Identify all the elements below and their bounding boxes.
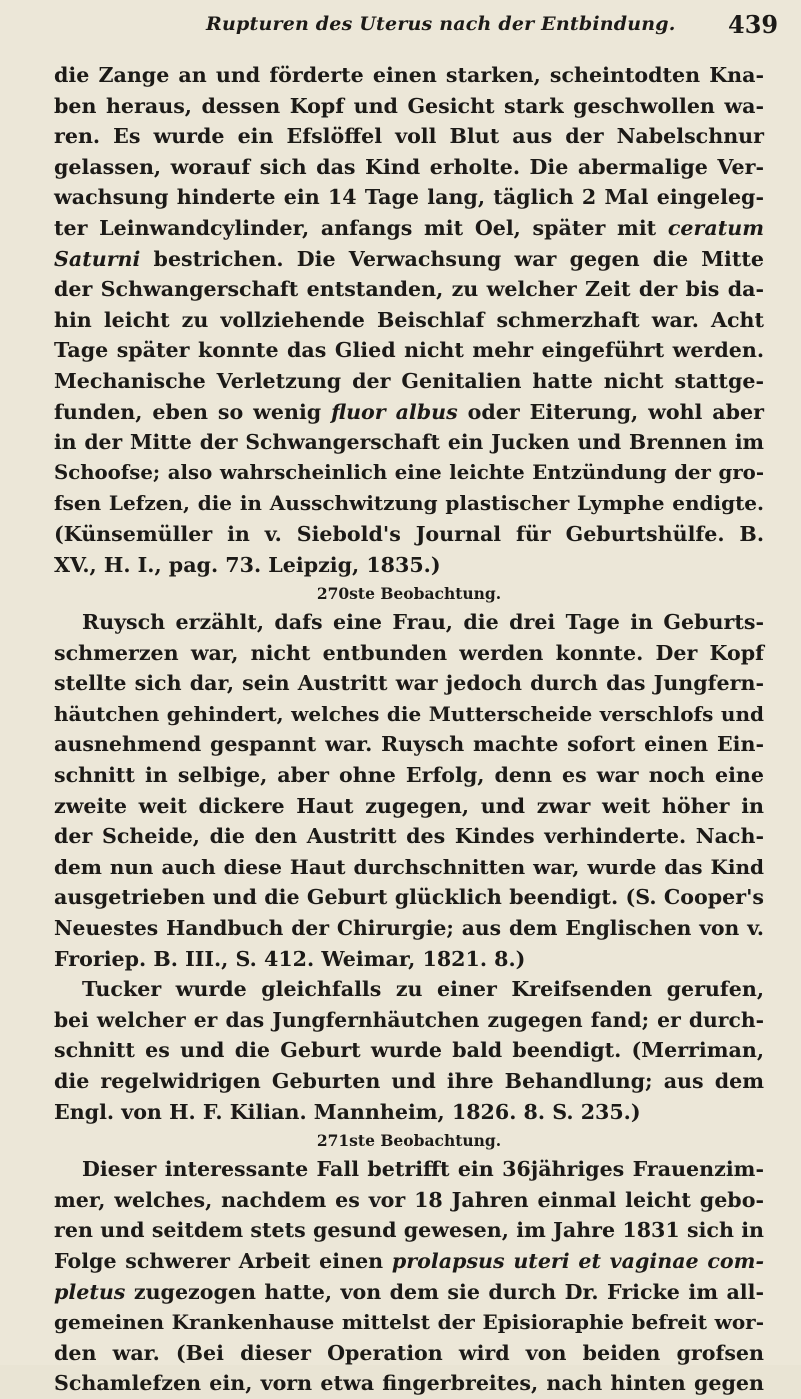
text-line xyxy=(54,1154,764,1185)
text-line xyxy=(54,852,764,883)
italic-term: fluor albus xyxy=(331,399,458,424)
text-line xyxy=(54,760,764,791)
line-text: Engl. von H. F. Kilian. Mannheim, 1826. 8. S. 235.) xyxy=(54,1099,641,1124)
line-text: oder Eiterung, wohl aber xyxy=(457,399,764,424)
line-text: Neuestes Handbuch der Chirurgie; aus dem Englischen von v. xyxy=(54,916,764,941)
text-line xyxy=(54,913,764,944)
line-text: fsen Lefzen, die in Ausschwitzung plastischer Lymphe endigte. xyxy=(54,491,764,516)
line-text: schnitt es und die Geburt wurde bald beendigt. (Merriman, xyxy=(54,1038,764,1063)
text-line xyxy=(54,1277,764,1308)
line-text: gemeinen Krankenhause mittelst der Episioraphie befreit wor- xyxy=(54,1310,764,1335)
line-text: den war. (Bei dieser Operation wird von beiden grofsen xyxy=(54,1340,764,1365)
line-text: der Scheide, die den Austritt des Kindes verhinderte. Nach- xyxy=(54,824,764,849)
page-header xyxy=(0,10,801,44)
line-text: zweite weit dickere Haut zugegen, und zwar weit höher in xyxy=(54,793,764,818)
text-line xyxy=(54,1307,764,1338)
text-line xyxy=(54,1005,764,1036)
text-line xyxy=(54,1338,764,1369)
text-line xyxy=(54,1097,764,1128)
text-line xyxy=(54,699,764,730)
text-line xyxy=(54,607,764,638)
text-line xyxy=(54,152,764,183)
text-line xyxy=(54,1066,764,1097)
text-line xyxy=(54,729,764,760)
line-text: der Schwangerschaft entstanden, zu welcher Zeit der bis da- xyxy=(54,277,764,302)
text-line xyxy=(54,366,764,397)
line-text: bestrichen. Die Verwachsung war gegen die Mitte xyxy=(140,246,764,271)
line-text: mer, welches, nachdem es vor 18 Jahren einmal leicht gebo- xyxy=(54,1187,764,1212)
text-line xyxy=(54,791,764,822)
section-heading xyxy=(54,1127,764,1154)
text-line xyxy=(54,974,764,1005)
line-text: ter Leinwandcylinder, anfangs mit Oel, später mit xyxy=(54,215,668,240)
line-text: dem nun auch diese Haut durchschnitten war, wurde das Kind xyxy=(54,854,764,879)
text-line xyxy=(54,882,764,913)
text-line xyxy=(54,458,764,489)
line-text: die regelwidrigen Geburten und ihre Behandlung; aus dem xyxy=(54,1069,764,1093)
line-text: Tage später konnte das Glied nicht mehr eingeführt werden. xyxy=(54,338,764,363)
line-text: ren. Es wurde ein Efslöffel voll Blut aus der Nabelschnur xyxy=(54,124,764,149)
line-text: gelassen, worauf sich das Kind erholte. Die abermalige Ver- xyxy=(54,154,764,179)
line-text: Tucker wurde gleichfalls zu einer Kreifsenden gerufen, xyxy=(82,977,764,1002)
text-line xyxy=(54,821,764,852)
line-text: ausnehmend gespannt war. Ruysch machte sofort einen Ein- xyxy=(54,732,764,757)
text-line xyxy=(54,427,764,458)
text-line xyxy=(54,1215,764,1246)
line-text: Schamlefzen ein, vorn etwa fingerbreites, nach hinten gegen xyxy=(54,1371,764,1396)
line-text: bei welcher er das Jungfernhäutchen zugegen fand; er durch- xyxy=(54,1007,764,1032)
italic-term: Saturni xyxy=(54,246,141,271)
line-text: (Künsemüller in v. Siebold's Journal für Geburtshülfe. B. xyxy=(54,521,764,546)
line-text: stellte sich dar, sein Austritt war jedoch durch das Jungfern- xyxy=(54,671,764,696)
page-number: 439 xyxy=(728,10,779,39)
line-text: ausgetrieben und die Geburt glücklich beendigt. (S. Cooper's xyxy=(54,885,764,910)
line-text: 270ste Beobachtung. xyxy=(316,584,502,604)
text-line xyxy=(54,335,764,366)
line-text: die Zange an und förderte einen starken, scheintodten Kna- xyxy=(54,63,764,87)
line-text: ren und seitdem stets gesund gewesen, im Jahre 1831 sich in xyxy=(54,1218,764,1243)
text-line xyxy=(54,274,764,305)
line-text: Ruysch erzählt, dafs eine Frau, die drei Tage in Geburts- xyxy=(82,610,764,635)
text-line xyxy=(54,60,764,91)
line-text: Folge schwerer Arbeit einen xyxy=(54,1248,392,1273)
line-text: wachsung hinderte ein 14 Tage lang, täglich 2 Mal eingeleg- xyxy=(54,185,764,210)
text-line xyxy=(54,1185,764,1216)
text-line xyxy=(54,213,764,244)
line-text: 271ste Beobachtung. xyxy=(316,1131,502,1151)
text-line xyxy=(54,519,764,550)
text-line xyxy=(54,1246,764,1277)
italic-term: prolapsus uteri et vaginae com- xyxy=(391,1248,764,1273)
line-text: Mechanische Verletzung der Genitalien hatte nicht stattge- xyxy=(54,368,764,393)
line-text: Dieser interessante Fall betrifft ein 36jähriges Frauenzim- xyxy=(82,1157,764,1182)
text-line xyxy=(54,550,764,581)
line-text: häutchen gehindert, welches die Mutterscheide verschlofs und xyxy=(54,701,764,726)
line-text: zugezogen hatte, von dem sie durch Dr. Fricke im all- xyxy=(125,1279,764,1304)
line-text: hin leicht zu vollziehende Beischlaf schmerzhaft war. Acht xyxy=(54,307,764,332)
line-text: schnitt in selbige, aber ohne Erfolg, denn es war noch eine xyxy=(54,763,764,788)
text-line xyxy=(54,1035,764,1066)
running-title: Rupturen des Uterus nach der Entbindung. xyxy=(206,13,676,35)
text-line xyxy=(54,182,764,213)
text-line xyxy=(54,638,764,669)
text-line xyxy=(54,1368,764,1399)
text-line xyxy=(54,397,764,428)
line-text: XV., H. I., pag. 73. Leipzig, 1835.) xyxy=(54,552,441,577)
text-line xyxy=(54,944,764,975)
text-line xyxy=(54,244,764,275)
text-line xyxy=(54,305,764,336)
page-body xyxy=(54,60,764,1399)
text-line xyxy=(54,121,764,152)
italic-term: ceratum xyxy=(667,215,764,240)
text-line xyxy=(54,668,764,699)
line-text: schmerzen war, nicht entbunden werden konnte. Der Kopf xyxy=(54,640,764,665)
line-text: funden, eben so wenig xyxy=(54,399,332,424)
text-line xyxy=(54,488,764,519)
line-text: Froriep. B. III., S. 412. Weimar, 1821. 8.) xyxy=(54,946,526,971)
line-text: in der Mitte der Schwangerschaft ein Jucken und Brennen im xyxy=(54,430,764,455)
italic-term: pletus xyxy=(54,1279,126,1304)
line-text: ben heraus, dessen Kopf und Gesicht stark geschwollen wa- xyxy=(54,93,764,118)
text-line xyxy=(54,91,764,122)
line-text: Schoofse; also wahrscheinlich eine leichte Entzündung der gro- xyxy=(54,460,764,484)
section-heading xyxy=(54,580,764,607)
